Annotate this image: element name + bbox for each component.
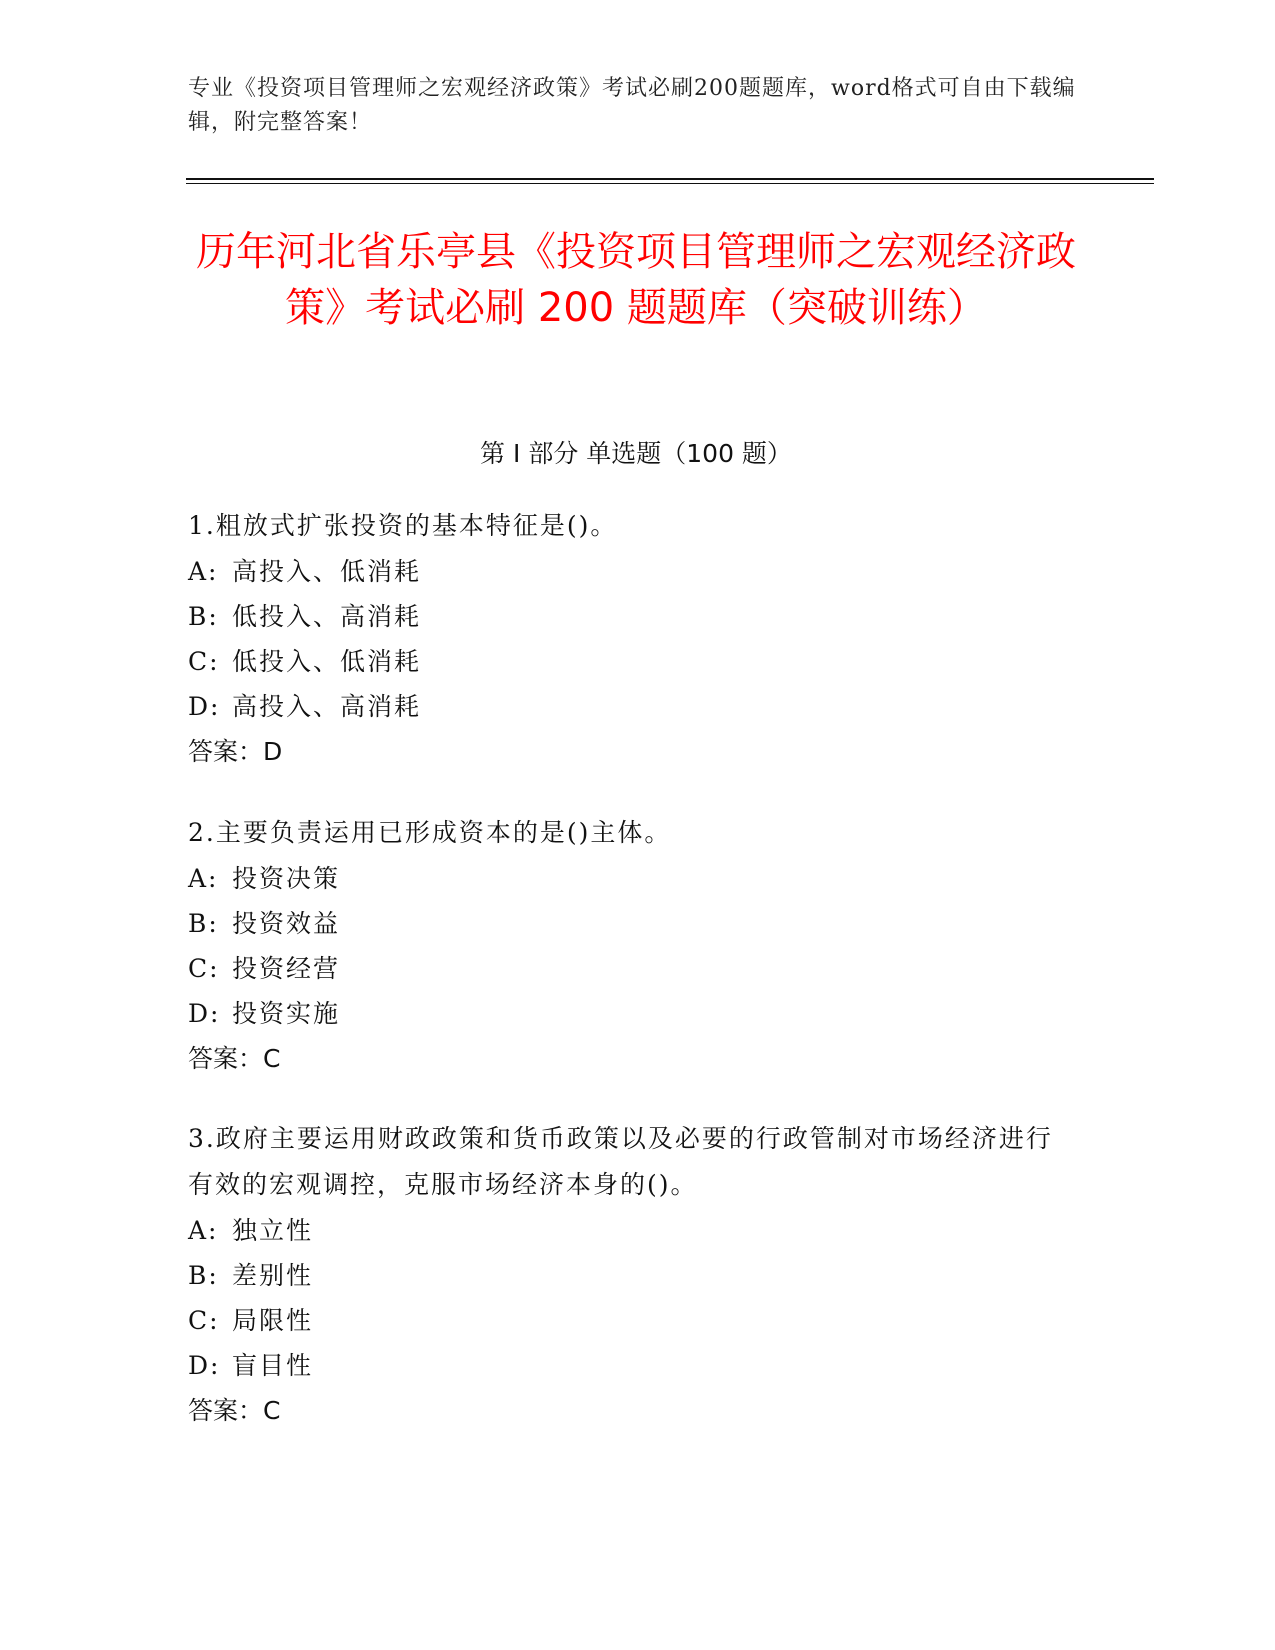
option-letter: A: <box>188 864 219 893</box>
question-stem: 2.主要负责运用已形成资本的是()主体。 <box>188 818 672 847</box>
option-letter: A: <box>188 1216 219 1245</box>
section-heading: 第 I 部分 单选题（100 题） <box>480 439 792 468</box>
option-text: 差别性 <box>232 1261 314 1290</box>
option-text: 低投入、低消耗 <box>232 647 422 676</box>
question-2 <box>188 810 1068 1082</box>
option-letter: C: <box>188 647 220 676</box>
option-letter: B: <box>188 602 219 631</box>
answer-line: 答案：C <box>188 1044 281 1073</box>
option-d <box>188 1343 1068 1388</box>
option-d <box>188 684 1068 729</box>
option-b <box>188 594 1068 639</box>
option-letter: B: <box>188 1261 219 1290</box>
header-divider-thin <box>186 183 1154 184</box>
header-note: 专业《投资项目管理师之宏观经济政策》考试必刷200题题库，word格式可自由下载编辑，附完整答案！ <box>188 76 1076 135</box>
option-letter: C: <box>188 1306 220 1335</box>
option-d <box>188 991 1068 1036</box>
option-letter: D: <box>188 999 221 1028</box>
option-c <box>188 1298 1068 1343</box>
option-text: 高投入、高消耗 <box>232 692 422 721</box>
option-letter: B: <box>188 909 219 938</box>
question-3 <box>188 1116 1068 1434</box>
option-letter: D: <box>188 692 221 721</box>
option-a <box>188 1208 1068 1253</box>
question-stem: 1.粗放式扩张投资的基本特征是()。 <box>188 511 618 540</box>
header-divider-thick <box>186 178 1154 180</box>
option-text: 投资经营 <box>232 954 341 983</box>
option-text: 低投入、高消耗 <box>232 602 422 631</box>
option-text: 盲目性 <box>232 1351 314 1380</box>
answer-line: 答案：C <box>188 1396 281 1425</box>
option-b <box>188 1253 1068 1298</box>
option-c <box>188 946 1068 991</box>
option-a <box>188 856 1068 901</box>
option-text: 投资效益 <box>232 909 341 938</box>
option-text: 投资决策 <box>232 864 341 893</box>
question-1 <box>188 503 1068 775</box>
option-text: 投资实施 <box>232 999 341 1028</box>
option-c <box>188 639 1068 684</box>
option-text: 局限性 <box>232 1306 314 1335</box>
option-letter: A: <box>188 557 219 586</box>
option-a <box>188 549 1068 594</box>
option-text: 独立性 <box>232 1216 314 1245</box>
option-b <box>188 901 1068 946</box>
document-title: 历年河北省乐亭县《投资项目管理师之宏观经济政策》考试必刷 200 题题库（突破训练） <box>196 229 1076 331</box>
option-letter: C: <box>188 954 220 983</box>
question-stem: 3.政府主要运用财政政策和货币政策以及必要的行政管制对市场经济进行有效的宏观调控，克服市场经济本身的()。 <box>188 1124 1053 1199</box>
answer-line: 答案：D <box>188 737 283 766</box>
option-text: 高投入、低消耗 <box>232 557 422 586</box>
option-letter: D: <box>188 1351 221 1380</box>
